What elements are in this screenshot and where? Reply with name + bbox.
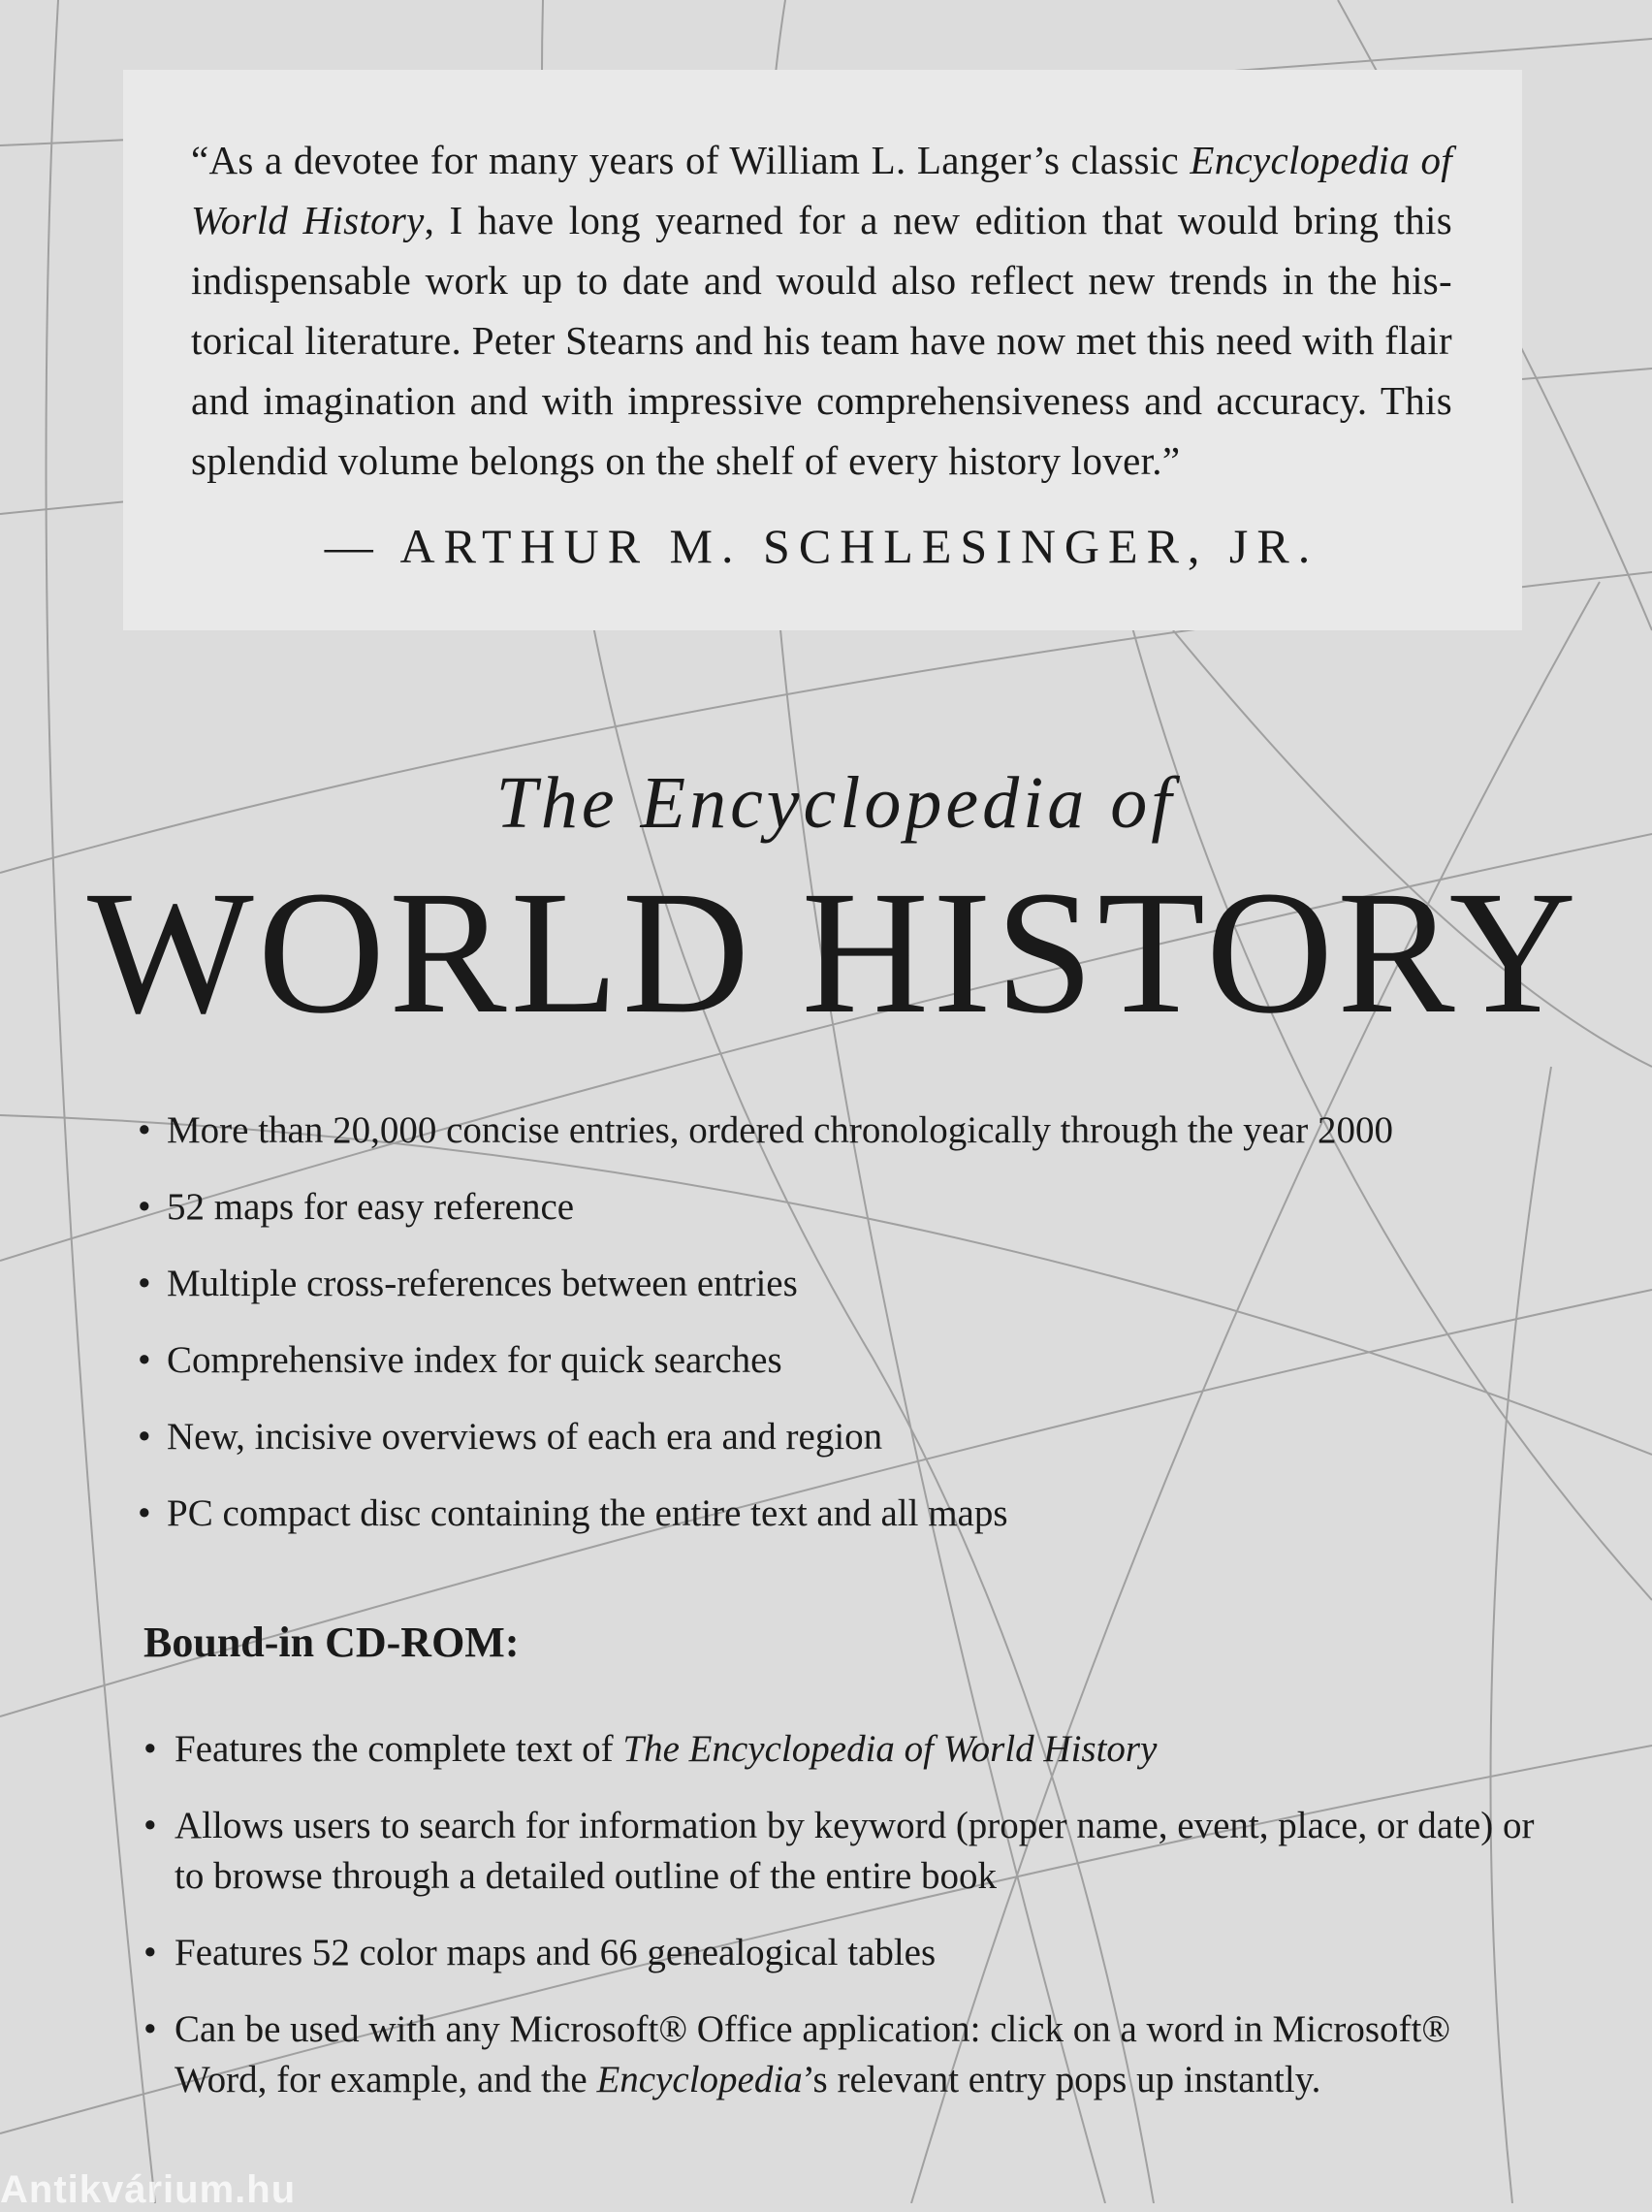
bullet-icon: • [138,1492,151,1534]
quote-author: — ARTHUR M. SCHLESINGER, JR. [324,519,1319,573]
title-subtitle: The Encyclopedia of [495,762,1176,844]
list-item: • More than 20,000 concise entries, ordered chronologically through the year 2000 [138,1106,1553,1182]
bullet-icon: • [138,1339,151,1381]
feature-list [138,1106,1553,1565]
list-item: • Multiple cross-references between entries [138,1259,1553,1335]
bullet-icon: • [143,1728,157,1770]
list-item: • PC compact disc containing the entire text and all maps [138,1489,1553,1565]
bullet-icon: • [138,1186,151,1228]
watermark: Antikvárium.hu [0,2168,297,2211]
cdrom-feature-list [143,1724,1540,2132]
quote-box [123,70,1522,630]
list-item: • Comprehensive index for quick searches [138,1335,1553,1412]
bullet-icon: • [143,1932,157,1973]
list-item: • New, incisive overviews of each era and region [138,1412,1553,1489]
list-item: • Can be used with any Microsoft® Office application: click on a word in Microsoft® Word, for example, and the Encyclopedia’s relevant entry pops up instantly. [143,2004,1540,2105]
cdrom-heading: Bound-in CD-ROM: [143,1619,520,1666]
list-item: • 52 maps for easy reference [138,1182,1553,1259]
bullet-icon: • [138,1263,151,1304]
bullet-icon: • [143,2008,157,2050]
list-item: • Allows users to search for information by keyword (proper name, event, place, or date) or to browse through a detailed outline of the entire book [143,1801,1540,1902]
bullet-icon: • [143,1805,157,1846]
list-item: • Features the complete text of The Encyclopedia of World History [143,1724,1540,1775]
quote-text: “As a devotee for many years of William L. Langer’s classic Encyclopedia of World History, I have long yearned for a new edition that would bring this indispensable work up to date and would also reflect new trends in the his-torical literature. Peter Stearns and his team have now met this need with flair and imagination and with impressive comprehensiveness and accuracy. This splendid volume belongs on the shelf of every history lover.” [191,138,1452,483]
list-item: • Features 52 color maps and 66 genealogical tables [143,1928,1540,1978]
bullet-icon: • [138,1416,151,1458]
bullet-icon: • [138,1109,151,1151]
book-title: WORLD HISTORY [86,855,1581,1050]
